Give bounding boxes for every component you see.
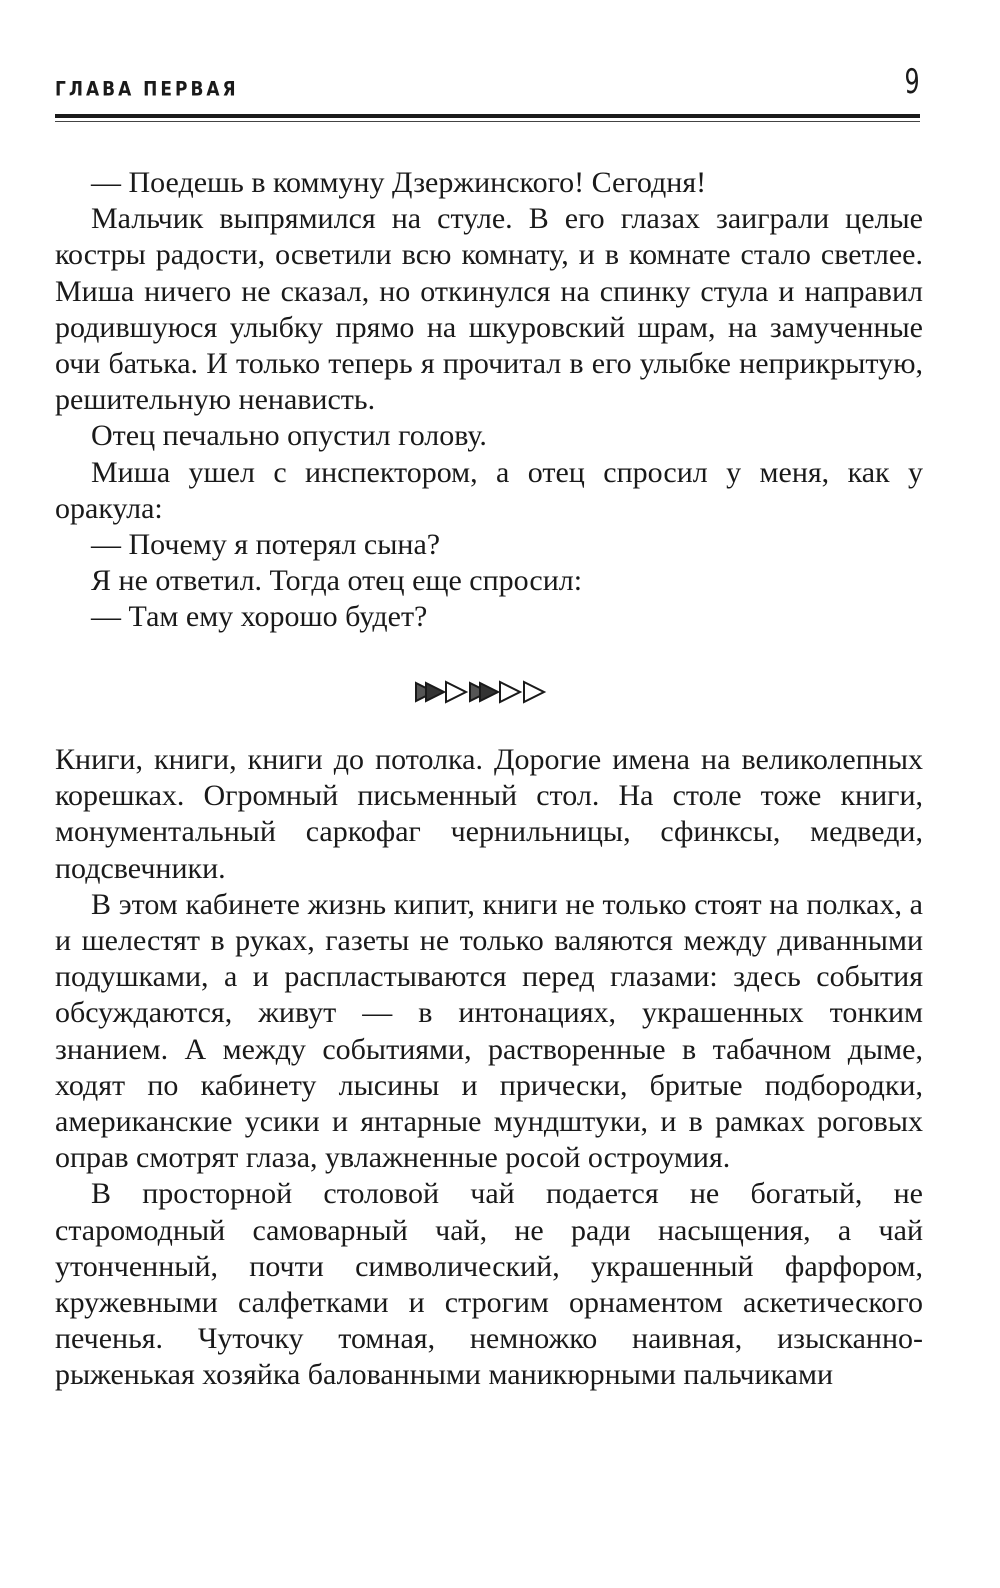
- page-number: 9: [904, 62, 920, 102]
- paragraph: Отец печально опустил голову.: [91, 419, 487, 453]
- header-rule: [55, 114, 920, 118]
- header-rule-thin: [55, 121, 920, 122]
- paragraph: В этом кабинете жизнь кипит, книги не только стоят на полках, а и шелестят в руках, газеты не только валяются между диванными подушками, а и распластываются перед глазами: здесь события обсуждаются, живут — в интонациях, украшенных тонким знанием. А между событиями, растворенные в табачном дыме, ходят по кабинету лысины и прически, бритые подбородки, американские усики и янтарные мундштуки, и в рамках роговых оправ смотрят глаза, увлажненные росой остроумия.: [55, 887, 923, 1175]
- paragraph: — Поедешь в коммуну Дзержинского! Сегодня!: [91, 166, 707, 199]
- paragraph: — Почему я потерял сына?: [91, 528, 441, 562]
- paragraph: Я не ответил. Тогда отец еще спросил:: [91, 564, 583, 598]
- text-section-1: [55, 165, 923, 636]
- paragraph: Мальчик выпрямился на стуле. В его глазах заиграли целые костры радости, осветили всю комнату, и в комнате стало светлее. Миша ничего не сказал, но откинулся на спинку стула и направил родившуюся улыбку прямо на шкуровский шрам, на замученные очи батька. И только теперь я прочитал в его улыбке неприкрытую, решительную ненависть.: [55, 202, 923, 417]
- paragraph: Книги, книги, книги до потолка. Дорогие имена на великолепных корешках. Огромный письменный стол. На столе тоже книги, монументальный саркофаг чернильницы, сфинксы, медведи, подсвечники.: [55, 743, 923, 885]
- running-head: ГЛАВА ПЕРВАЯ: [55, 78, 239, 101]
- triangle-ornament-icon: [412, 677, 552, 707]
- paragraph: — Там ему хорошо будет?: [91, 600, 428, 634]
- paragraph: В просторной столовой чай подается не богатый, не старомодный самоварный чай, не ради насыщения, а чай утонченный, почти символический, украшенный фарфором, кружевными салфетками и строгим орнаментом аскетического печенья. Чуточку томная, немножко наивная, изысканно-рыженькая хозяйка балованными маникюрными пальчиками: [55, 1177, 923, 1392]
- paragraph: Миша ушел с инспектором, а отец спросил у меня, как у оракула:: [55, 455, 923, 525]
- text-section-2: [55, 742, 923, 1394]
